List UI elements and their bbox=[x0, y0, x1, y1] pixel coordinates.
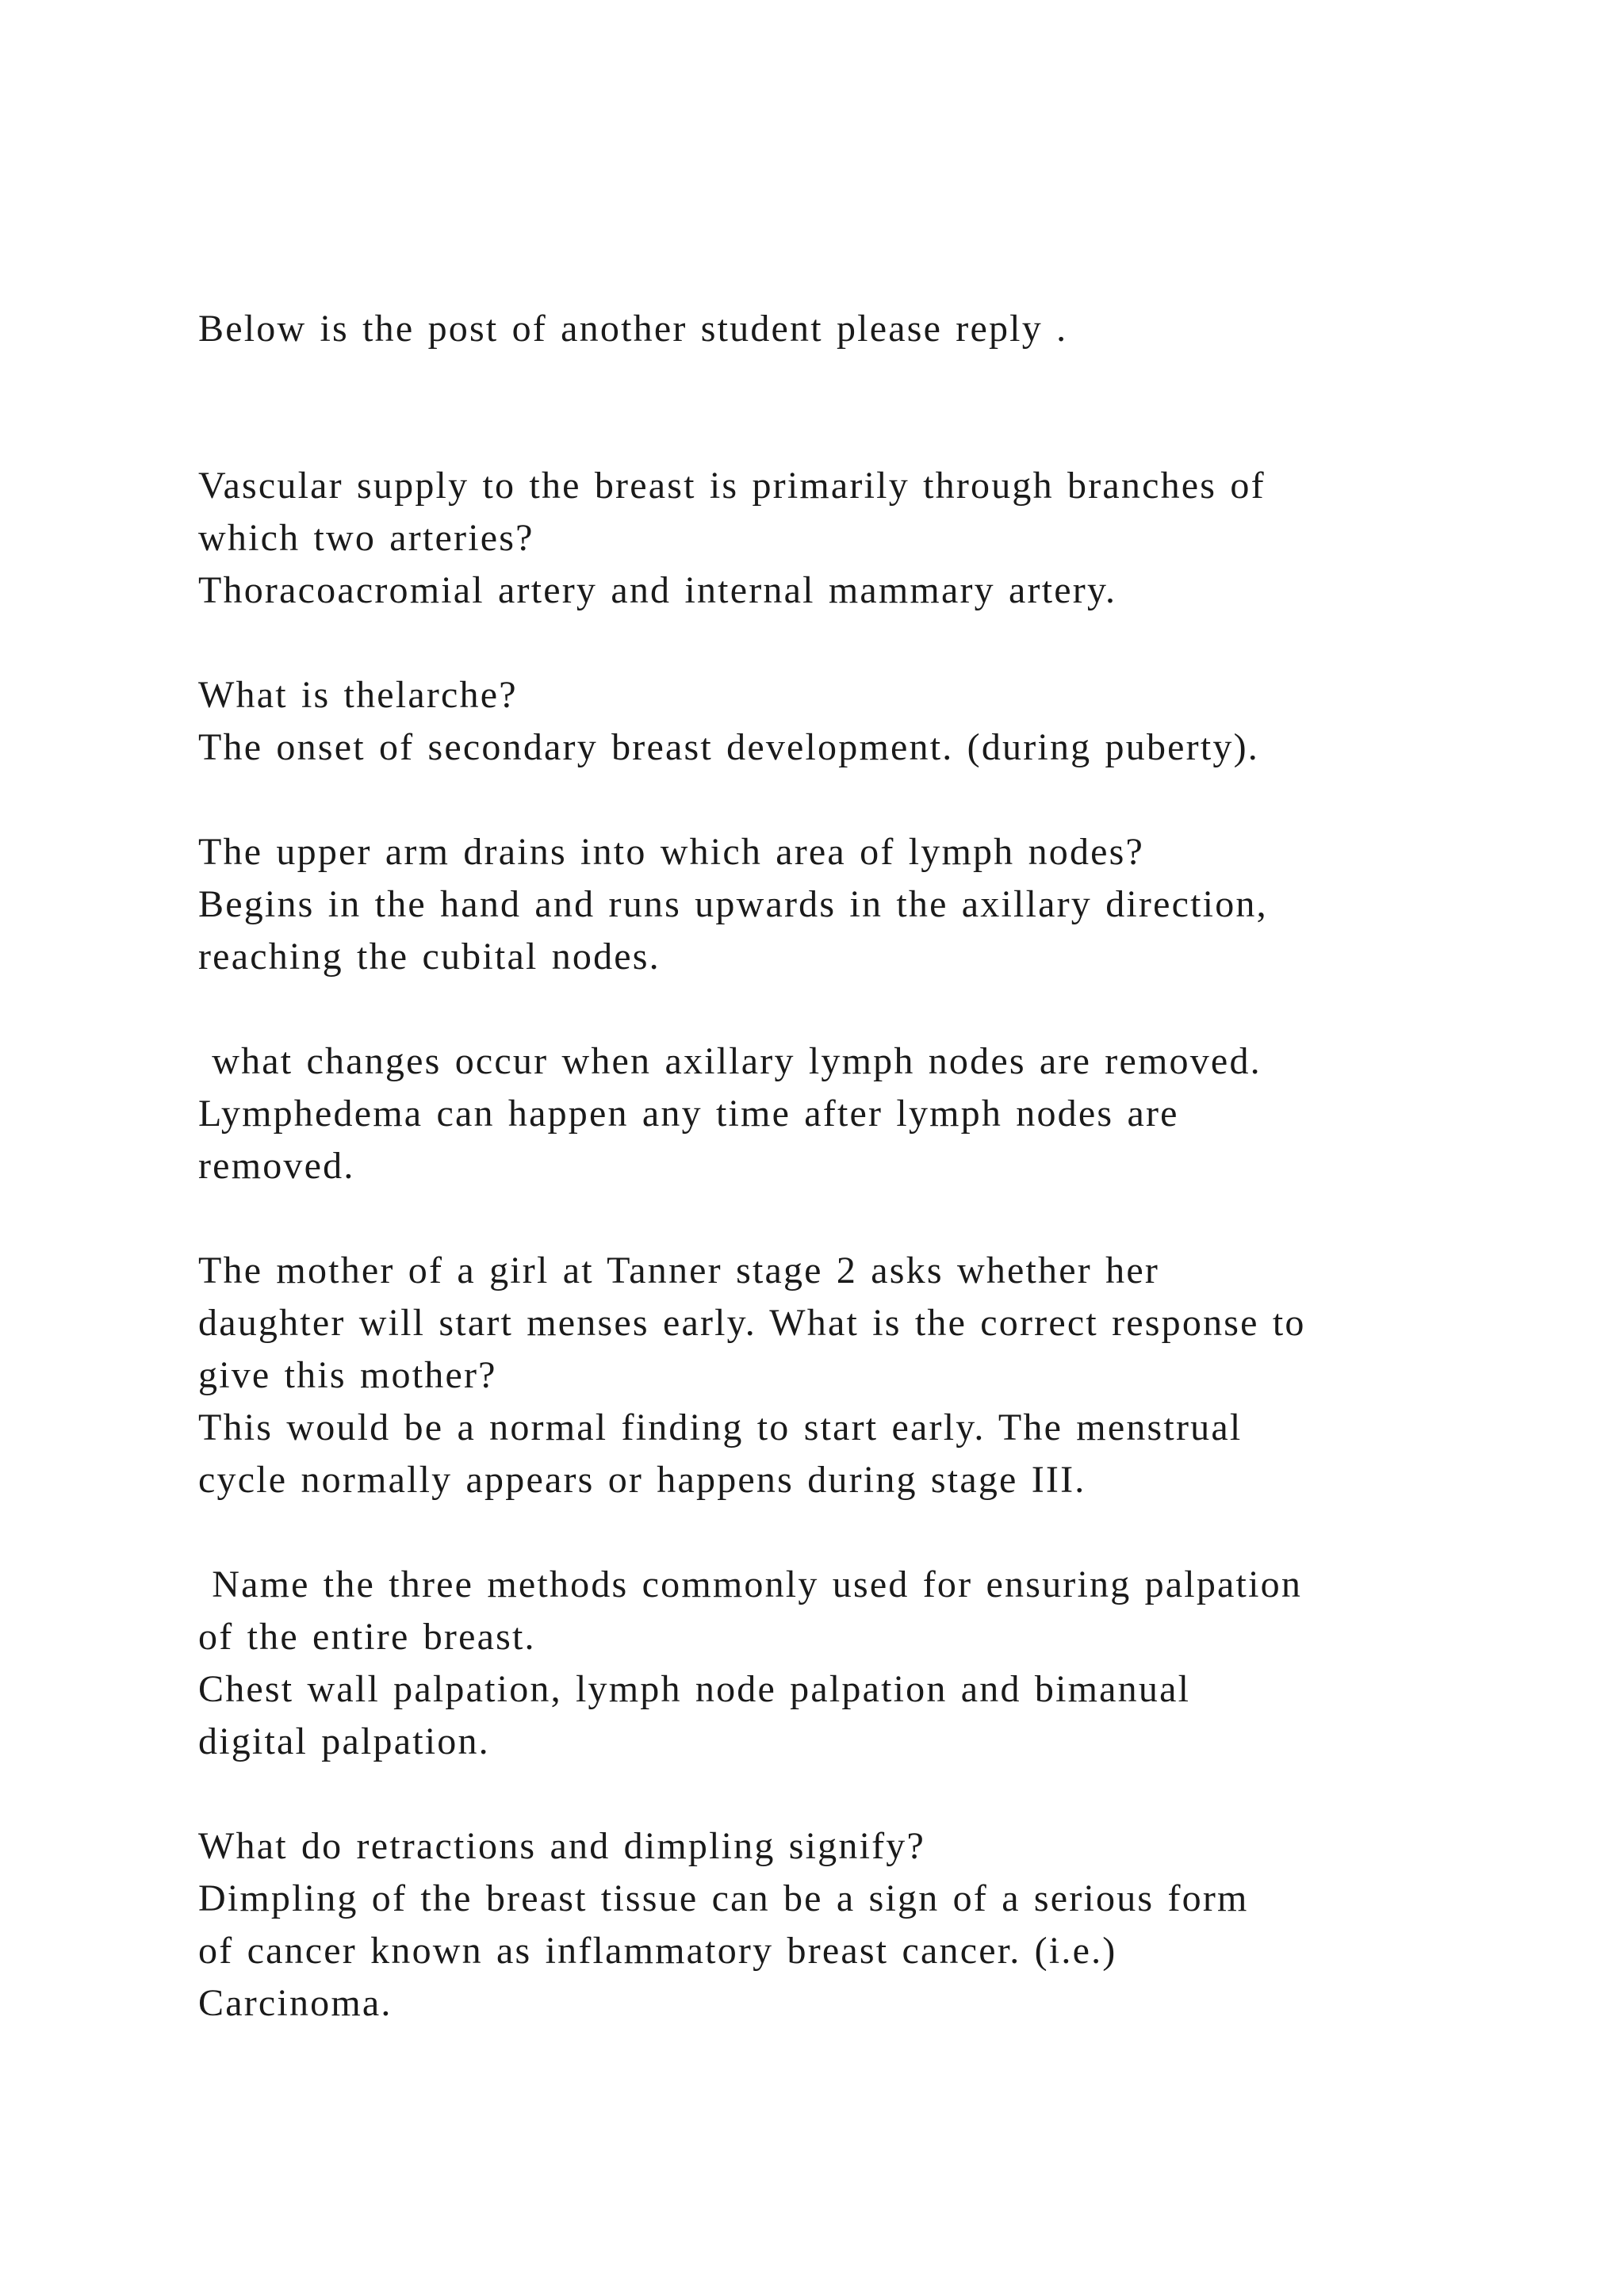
answer-line: cycle normally appears or happens during stage III. bbox=[198, 1459, 1086, 1501]
qa-block bbox=[198, 1245, 1499, 1506]
answer-line: digital palpation. bbox=[198, 1720, 490, 1762]
spacer bbox=[198, 355, 1499, 460]
document-body bbox=[198, 303, 1499, 2030]
spacer bbox=[198, 1506, 1499, 1559]
question-line: daughter will start menses early. What is the correct response to bbox=[198, 1302, 1306, 1344]
qa-block bbox=[198, 826, 1499, 983]
spacer bbox=[198, 774, 1499, 826]
question-line: of the entire breast. bbox=[198, 1616, 536, 1658]
question-line: What do retractions and dimpling signify? bbox=[198, 1825, 926, 1867]
question-line: What is thelarche? bbox=[198, 674, 518, 716]
answer-line: Chest wall palpation, lymph node palpation and bimanual bbox=[198, 1668, 1191, 1710]
answer-line: of cancer known as inflammatory breast cancer. (i.e.) bbox=[198, 1930, 1117, 1972]
answer-line: This would be a normal finding to start early. The menstrual bbox=[198, 1406, 1243, 1448]
spacer bbox=[198, 1192, 1499, 1245]
answer-line: Begins in the hand and runs upwards in the axillary direction, bbox=[198, 883, 1268, 925]
qa-block bbox=[198, 1820, 1499, 2030]
qa-block bbox=[198, 1035, 1499, 1192]
question-line: what changes occur when axillary lymph nodes are removed. bbox=[198, 1040, 1262, 1082]
spacer bbox=[198, 617, 1499, 669]
question-line: Name the three methods commonly used for ensuring palpation bbox=[198, 1563, 1303, 1605]
intro-text: Below is the post of another student please reply . bbox=[198, 308, 1068, 350]
qa-block bbox=[198, 669, 1499, 774]
answer-line: Dimpling of the breast tissue can be a sign of a serious form bbox=[198, 1877, 1249, 1919]
spacer bbox=[198, 1768, 1499, 1820]
question-line: Vascular supply to the breast is primarily through branches of bbox=[198, 465, 1266, 507]
answer-line: The onset of secondary breast development. (during puberty). bbox=[198, 726, 1259, 768]
question-line: which two arteries? bbox=[198, 517, 534, 559]
answer-line: reaching the cubital nodes. bbox=[198, 936, 661, 978]
qa-block bbox=[198, 460, 1499, 617]
answer-line: Lymphedema can happen any time after lymph nodes are bbox=[198, 1093, 1179, 1135]
question-line: The upper arm drains into which area of lymph nodes? bbox=[198, 831, 1145, 873]
answer-line: Carcinoma. bbox=[198, 1982, 393, 2024]
question-line: The mother of a girl at Tanner stage 2 asks whether her bbox=[198, 1249, 1160, 1292]
answer-line: Thoracoacromial artery and internal mammary artery. bbox=[198, 569, 1117, 611]
spacer bbox=[198, 983, 1499, 1035]
qa-block bbox=[198, 1559, 1499, 1768]
question-line: give this mother? bbox=[198, 1354, 497, 1396]
answer-line: removed. bbox=[198, 1145, 355, 1187]
